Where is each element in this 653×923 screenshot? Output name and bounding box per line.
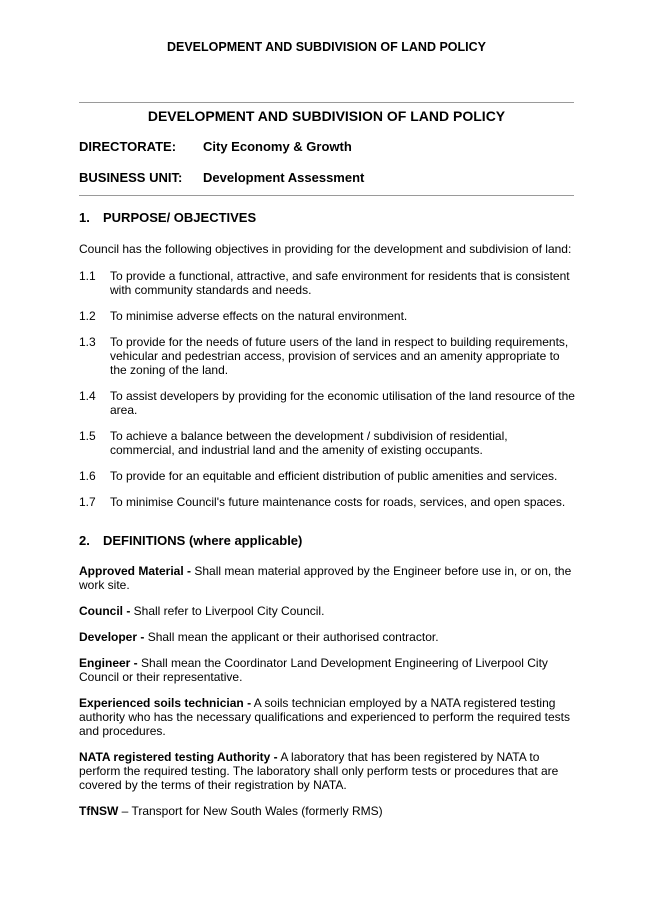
definition-text: Shall refer to Liverpool City Council. xyxy=(130,604,325,618)
definition-item xyxy=(79,630,575,644)
definition-item xyxy=(79,804,575,818)
definition-text: Shall mean material approved by the Engineer before use in, or on, the work site. xyxy=(79,564,572,592)
definition-term: Engineer - xyxy=(79,656,138,670)
objective-item xyxy=(79,389,575,417)
definition-text: A laboratory that has been registered by NATA to perform the required testing. The laboratory shall only perform tests or procedures that are covered by the terms of their registration by NATA. xyxy=(79,750,559,792)
section-number: 1. xyxy=(79,210,90,225)
objective-item xyxy=(79,309,575,323)
definition-term: Developer - xyxy=(79,630,145,644)
section-1-heading xyxy=(79,211,575,225)
section-number: 2. xyxy=(79,533,90,548)
objective-item xyxy=(79,495,575,509)
objective-text: To provide a functional, attractive, and safe environment for residents that is consistent with community standards and needs. xyxy=(110,269,570,297)
objective-text: To achieve a balance between the development / subdivision of residential, commercial, and industrial land and the amenity of existing occupants. xyxy=(110,429,508,457)
definition-item xyxy=(79,750,575,792)
document-title: DEVELOPMENT AND SUBDIVISION OF LAND POLICY xyxy=(147,108,506,124)
objective-item xyxy=(79,335,575,377)
section-2-heading xyxy=(79,534,575,548)
definition-term: Council - xyxy=(79,604,131,618)
definition-term: NATA registered testing Authority - xyxy=(79,750,278,764)
objective-number: 1.1 xyxy=(79,269,96,283)
document-body xyxy=(79,211,575,830)
definition-text: Shall mean the Coordinator Land Development Engineering of Liverpool City Council or their representative. xyxy=(79,656,548,684)
definition-item xyxy=(79,564,575,592)
definition-text: – Transport for New South Wales (formerly RMS) xyxy=(118,804,383,818)
section-title: DEFINITIONS (where applicable) xyxy=(103,533,303,548)
definition-term: Approved Material - xyxy=(79,564,192,578)
objective-item xyxy=(79,469,575,483)
running-header: DEVELOPMENT AND SUBDIVISION OF LAND POLICY xyxy=(166,40,486,54)
definition-text: A soils technician employed by a NATA registered testing authority who has the necessary qualifications and experienced to perform the required tests and procedures. xyxy=(79,696,570,738)
business-unit-label: BUSINESS UNIT: xyxy=(79,170,183,185)
objective-number: 1.5 xyxy=(79,429,96,443)
objective-text: To minimise adverse effects on the natural environment. xyxy=(110,309,408,323)
business-unit-row xyxy=(79,170,364,185)
objective-text: To minimise Council's future maintenance costs for roads, services, and open spaces. xyxy=(110,495,566,509)
objective-item xyxy=(79,269,575,297)
section-title: PURPOSE/ OBJECTIVES xyxy=(103,210,257,225)
objective-number: 1.6 xyxy=(79,469,96,483)
business-unit-value: Development Assessment xyxy=(203,170,365,185)
definition-term: TfNSW xyxy=(79,804,119,818)
objective-text: To assist developers by providing for the economic utilisation of the land resource of the area. xyxy=(110,389,575,417)
objective-number: 1.4 xyxy=(79,389,96,403)
meta-divider xyxy=(79,195,574,196)
directorate-value: City Economy & Growth xyxy=(203,139,352,154)
directorate-label: DIRECTORATE: xyxy=(79,139,177,154)
objective-number: 1.3 xyxy=(79,335,96,349)
objective-number: 1.7 xyxy=(79,495,96,509)
definitions-list xyxy=(79,564,575,818)
objective-item xyxy=(79,429,575,457)
definition-item xyxy=(79,604,575,618)
definition-text: Shall mean the applicant or their authorised contractor. xyxy=(144,630,439,644)
section-1-intro: Council has the following objectives in providing for the development and subdivision of land: xyxy=(79,242,572,256)
directorate-row xyxy=(79,139,352,154)
definition-term: Experienced soils technician - xyxy=(79,696,252,710)
definition-item xyxy=(79,696,575,738)
definition-item xyxy=(79,656,575,684)
objective-text: To provide for an equitable and efficient distribution of public amenities and services. xyxy=(110,469,558,483)
objectives-list xyxy=(79,269,575,509)
top-divider xyxy=(79,102,574,103)
objective-text: To provide for the needs of future users of the land in respect to building requirements, vehicular and pedestrian access, provision of services and an amenity appropriate to the zoning of the land. xyxy=(110,335,569,377)
objective-number: 1.2 xyxy=(79,309,96,323)
